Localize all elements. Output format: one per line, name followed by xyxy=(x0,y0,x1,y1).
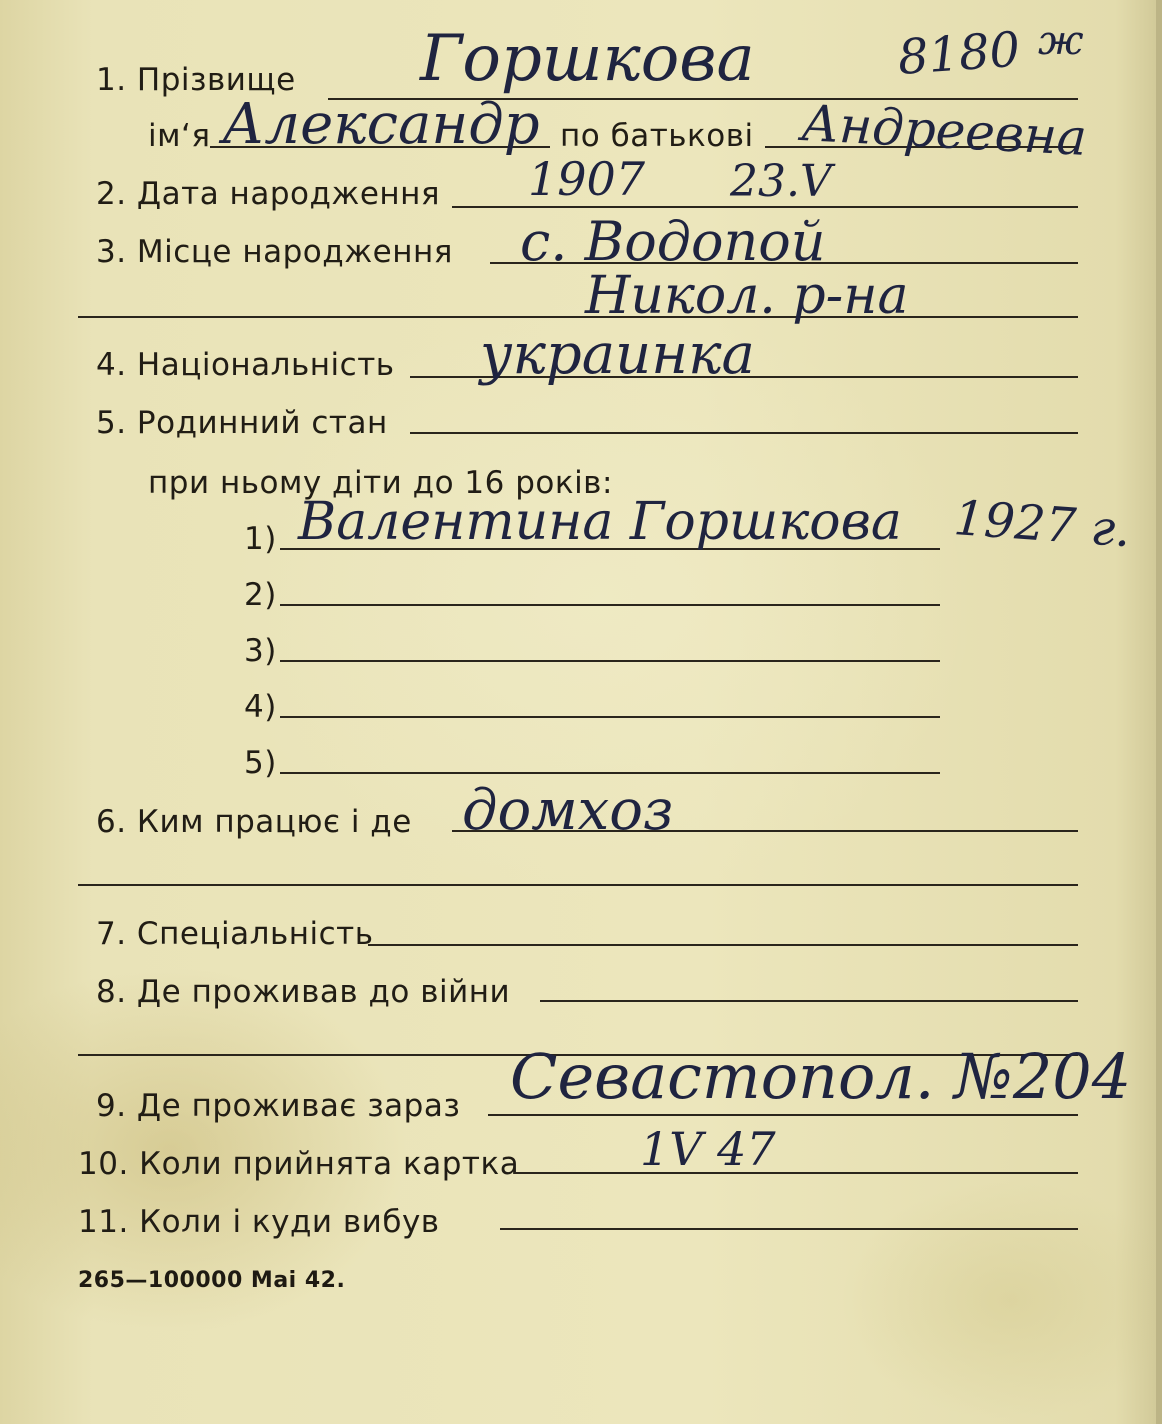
hw-birthplace-2: Никол. р-на xyxy=(585,266,909,326)
line-occupation-2 xyxy=(78,884,1078,886)
hw-nationality: украинка xyxy=(480,322,755,387)
hw-patronymic: Андреевна xyxy=(800,94,1089,167)
label-children: при ньому діти до 16 років: xyxy=(148,465,613,501)
hw-card-suffix: ж xyxy=(1038,18,1084,64)
hw-child-1-name: Валентина Горшкова xyxy=(298,492,902,552)
label-patronymic: по батькові xyxy=(560,118,754,154)
hw-birthplace-1: с. Водопой xyxy=(520,210,826,273)
label-marital-status: 5. Родинний стан xyxy=(96,405,388,441)
card-edge xyxy=(1156,0,1162,1424)
line-specialty xyxy=(368,944,1078,946)
label-child-1: 1) xyxy=(244,521,277,557)
label-birth-date: 2. Дата народження xyxy=(96,176,441,212)
line-child-5 xyxy=(280,772,940,774)
print-run-footer: 265—100000 Mai 42. xyxy=(78,1268,346,1293)
label-child-5: 5) xyxy=(244,745,277,781)
line-card-accepted xyxy=(514,1172,1078,1174)
hw-card-number: 8180 xyxy=(896,21,1022,86)
label-card-accepted: 10. Коли прийнята картка xyxy=(78,1146,520,1182)
line-child-2 xyxy=(280,604,940,606)
label-nationality: 4. Національність xyxy=(96,347,395,383)
hw-first-name: Александр xyxy=(222,92,540,157)
hw-birth-year: 1907 xyxy=(528,152,646,206)
line-prewar-residence xyxy=(540,1000,1078,1002)
line-departure xyxy=(500,1228,1078,1230)
label-birthplace: 3. Місце народження xyxy=(96,234,453,270)
hw-current-address: Севастопол. №204 xyxy=(510,1040,1132,1113)
hw-birth-day: 23.V xyxy=(730,156,832,207)
line-child-4 xyxy=(280,716,940,718)
label-first-name: ім‘я xyxy=(148,118,211,154)
hw-occupation: домхоз xyxy=(462,778,674,843)
label-current-residence: 9. Де проживає зараз xyxy=(96,1088,461,1124)
label-specialty: 7. Спеціальність xyxy=(96,916,374,952)
line-child-3 xyxy=(280,660,940,662)
hw-card-date: 1V 47 xyxy=(640,1122,776,1176)
label-departure: 11. Коли і куди вибув xyxy=(78,1204,440,1240)
label-surname: 1. Прізвище xyxy=(96,62,296,98)
label-prewar-residence: 8. Де проживав до війни xyxy=(96,974,511,1010)
hw-child-1-year: 1927 г. xyxy=(952,490,1133,559)
label-child-3: 3) xyxy=(244,633,277,669)
line-current-residence xyxy=(488,1114,1078,1116)
label-child-2: 2) xyxy=(244,577,277,613)
line-birthplace-2 xyxy=(78,316,1078,318)
line-marital-status xyxy=(410,432,1078,434)
label-occupation: 6. Ким працює і де xyxy=(96,804,412,840)
hw-surname: Горшкова xyxy=(420,22,755,96)
label-child-4: 4) xyxy=(244,689,277,725)
